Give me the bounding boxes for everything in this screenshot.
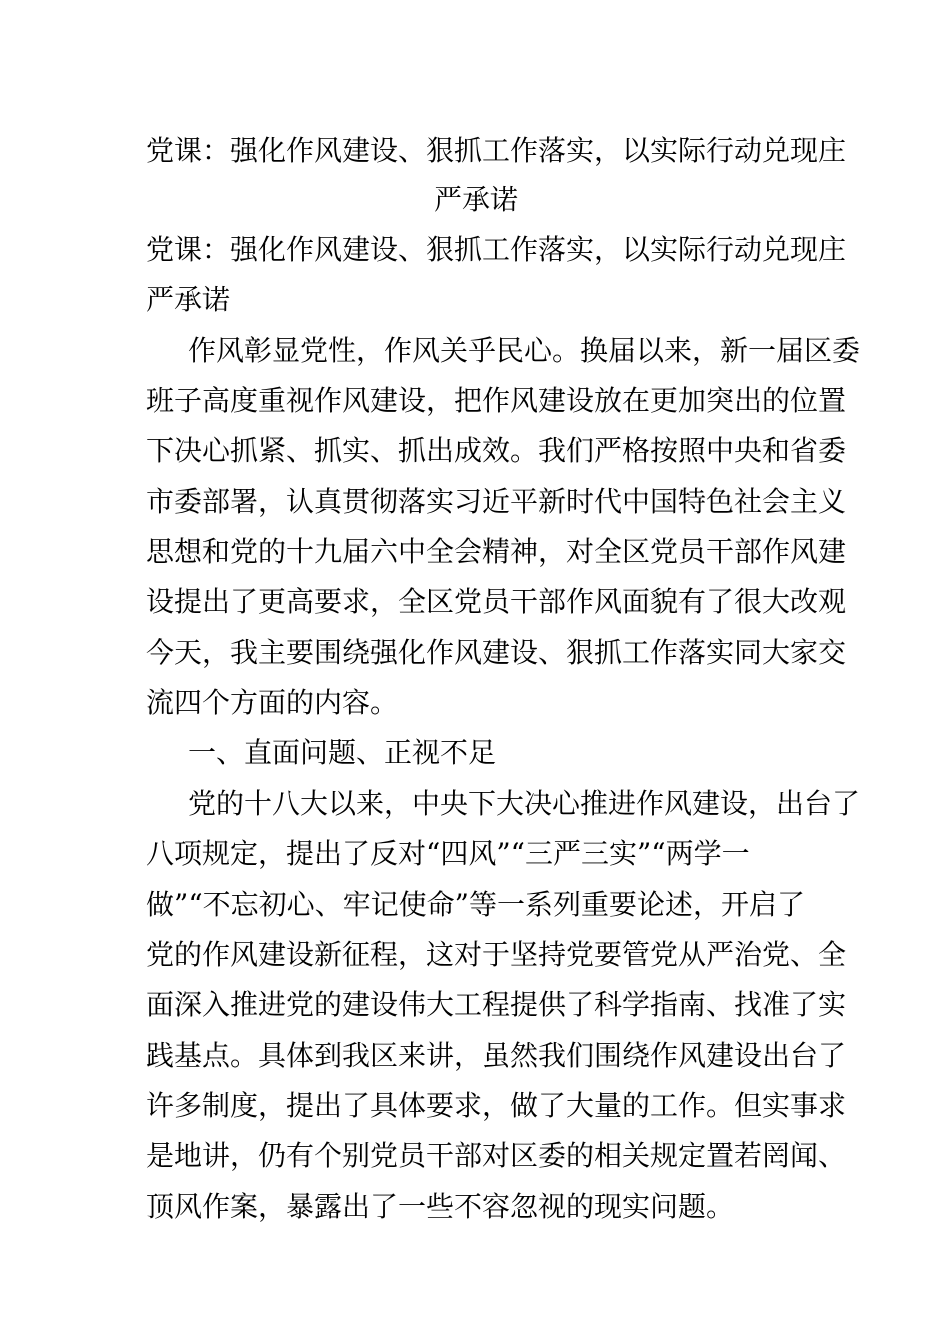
paragraph-1-line-1: 作风彰显党性，作风关乎民心。换届以来，新一届区委 bbox=[188, 334, 861, 367]
paragraph-1-line-3: 下决心抓紧、抓实、抓出成效。我们严格按照中央和省委 bbox=[146, 434, 847, 467]
paragraph-1-line-5: 思想和党的十九届六中全会精神，对全区党员干部作风建 bbox=[146, 535, 847, 568]
document-title-line-2: 严承诺 bbox=[433, 183, 518, 216]
paragraph-2-line-8: 是地讲，仍有个别党员干部对区委的相关规定置若罔闻、 bbox=[146, 1139, 847, 1172]
section-heading: 一、直面问题、正视不足 bbox=[188, 736, 497, 769]
paragraph-1-line-6: 设提出了更高要求，全区党员干部作风面貌有了很大改观 bbox=[146, 585, 847, 618]
paragraph-1-line-7: 今天，我主要围绕强化作风建设、狠抓工作落实同大家交 bbox=[146, 636, 847, 669]
paragraph-1-line-4: 市委部署，认真贯彻落实习近平新时代中国特色社会主义 bbox=[146, 485, 847, 518]
paragraph-1-line-2: 班子高度重视作风建设，把作风建设放在更加突出的位置 bbox=[146, 384, 847, 417]
paragraph-2-line-7: 许多制度，提出了具体要求，做了大量的工作。但实事求 bbox=[146, 1089, 847, 1122]
paragraph-2-line-5: 面深入推进党的建设伟大工程提供了科学指南、找准了实 bbox=[146, 988, 847, 1021]
heading-repeat-line-1: 党课：强化作风建设、狠抓工作落实，以实际行动兑现庄 bbox=[146, 233, 847, 266]
paragraph-2-line-9: 顶风作案，暴露出了一些不容忽视的现实问题。 bbox=[146, 1190, 735, 1223]
paragraph-2-line-1: 党的十八大以来，中央下大决心推进作风建设，出台了 bbox=[188, 787, 861, 820]
paragraph-2-line-3: 做”“不忘初心、牢记使命”等一系列重要论述，开启了 bbox=[146, 888, 805, 921]
paragraph-1-line-8: 流四个方面的内容。 bbox=[146, 686, 399, 719]
document-title-line-1: 党课：强化作风建设、狠抓工作落实，以实际行动兑现庄 bbox=[146, 134, 847, 167]
paragraph-2-line-4: 党的作风建设新征程，这对于坚持党要管党从严治党、全 bbox=[146, 938, 847, 971]
heading-repeat-line-2: 严承诺 bbox=[146, 283, 231, 316]
paragraph-2-line-6: 践基点。具体到我区来讲，虽然我们围绕作风建设出台了 bbox=[146, 1039, 847, 1072]
paragraph-2-line-2: 八项规定，提出了反对“四风”“三严三实”“两学一 bbox=[146, 837, 750, 870]
